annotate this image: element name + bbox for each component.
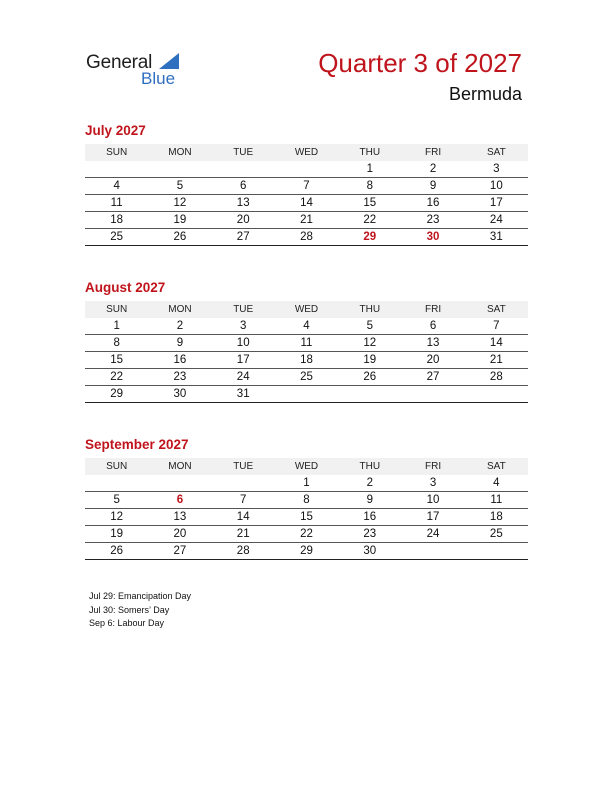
day-cell: 20 xyxy=(236,214,250,226)
day-cell: 19 xyxy=(110,528,124,540)
day-cell: 11 xyxy=(300,337,313,349)
week-row xyxy=(85,369,528,386)
day-cell: 22 xyxy=(110,371,124,383)
day-cell: 28 xyxy=(236,545,250,557)
weekday-label: WED xyxy=(294,304,319,315)
week-row xyxy=(85,212,528,229)
week-row xyxy=(85,178,528,195)
week-row xyxy=(85,526,528,543)
week-row xyxy=(85,352,528,369)
day-cell: 30 xyxy=(173,388,187,400)
day-cell: 23 xyxy=(173,371,187,383)
day-cell: 17 xyxy=(236,354,250,366)
weekday-label: SUN xyxy=(106,461,128,472)
weekday-label: THU xyxy=(359,304,381,315)
day-cell: 22 xyxy=(363,214,377,226)
month-weeks xyxy=(85,161,528,246)
day-cell: 27 xyxy=(426,371,440,383)
month-weeks xyxy=(85,475,528,560)
day-cell: 13 xyxy=(173,511,187,523)
day-cell: 23 xyxy=(363,528,377,540)
week-row xyxy=(85,543,528,560)
day-cell: 6 xyxy=(429,320,437,332)
logo-general-text: General xyxy=(86,52,153,73)
day-cell: 10 xyxy=(489,180,503,192)
day-cell: 24 xyxy=(236,371,250,383)
week-row xyxy=(85,509,528,526)
day-cell: 29 xyxy=(300,545,313,557)
day-cell: 7 xyxy=(240,494,247,506)
day-cell: 6 xyxy=(240,180,247,192)
day-cell: 18 xyxy=(110,214,124,226)
month-title: August 2027 xyxy=(85,280,166,295)
day-cell: 14 xyxy=(236,511,250,523)
weekday-header-row xyxy=(85,301,528,318)
day-cell: 9 xyxy=(176,337,184,349)
day-cell: 26 xyxy=(110,545,124,557)
day-cell: 4 xyxy=(493,477,500,489)
day-cell: 2 xyxy=(366,477,373,489)
weekday-header-row xyxy=(85,144,528,161)
weekday-label: WED xyxy=(294,461,319,472)
day-cell: 1 xyxy=(113,320,120,332)
week-row xyxy=(85,195,528,212)
holiday-day-cell: 6 xyxy=(176,494,184,506)
day-cell: 3 xyxy=(240,320,247,332)
week-row xyxy=(85,318,528,335)
day-cell: 21 xyxy=(489,354,503,366)
day-cell: 17 xyxy=(489,197,503,209)
day-cell: 24 xyxy=(426,528,440,540)
day-cell: 13 xyxy=(426,337,440,349)
holiday-day-cell: 30 xyxy=(426,231,440,243)
weekday-label: FRI xyxy=(424,461,442,472)
day-cell: 4 xyxy=(113,180,120,192)
weekday-label: WED xyxy=(294,147,319,158)
day-cell: 15 xyxy=(300,511,313,523)
day-cell: 1 xyxy=(366,163,373,175)
logo-blue-text: Blue xyxy=(141,69,176,88)
day-cell: 19 xyxy=(363,354,377,366)
weekday-label: MON xyxy=(168,461,192,472)
day-cell: 20 xyxy=(173,528,187,540)
month-title: September 2027 xyxy=(85,437,189,452)
weekday-label: SUN xyxy=(106,147,128,158)
day-cell: 5 xyxy=(366,320,373,332)
weekday-label: THU xyxy=(359,147,381,158)
day-cell: 16 xyxy=(363,511,377,523)
month-august xyxy=(85,279,528,403)
holiday-note: Jul 30: Somers’ Day xyxy=(89,604,170,615)
country-subtitle: Bermuda xyxy=(448,84,522,104)
day-cell: 11 xyxy=(490,494,503,506)
week-row xyxy=(85,161,528,178)
day-cell: 3 xyxy=(493,163,500,175)
weekday-label: TUE xyxy=(233,147,254,158)
month-title: July 2027 xyxy=(85,123,146,138)
weekday-label: MON xyxy=(168,147,192,158)
day-cell: 9 xyxy=(366,494,373,506)
day-cell: 12 xyxy=(173,197,187,209)
day-cell: 12 xyxy=(110,511,124,523)
day-cell: 5 xyxy=(113,494,120,506)
holiday-note: Sep 6: Labour Day xyxy=(89,618,165,628)
day-cell: 22 xyxy=(300,528,313,540)
day-cell: 14 xyxy=(300,197,313,209)
day-cell: 8 xyxy=(303,494,310,506)
day-cell: 20 xyxy=(426,354,440,366)
month-weeks xyxy=(85,318,528,403)
holiday-note: Jul 29: Emancipation Day xyxy=(89,591,192,601)
day-cell: 11 xyxy=(110,197,123,209)
day-cell: 8 xyxy=(366,180,373,192)
weekday-label: SAT xyxy=(486,461,506,472)
week-row xyxy=(85,335,528,352)
day-cell: 31 xyxy=(489,231,503,243)
day-cell: 14 xyxy=(489,337,503,349)
day-cell: 28 xyxy=(300,231,313,243)
day-cell: 16 xyxy=(426,197,440,209)
day-cell: 24 xyxy=(489,214,503,226)
weekday-header-row xyxy=(85,458,528,475)
week-row xyxy=(85,229,528,246)
day-cell: 21 xyxy=(300,214,313,226)
week-row xyxy=(85,386,528,403)
weekday-label: SAT xyxy=(486,147,506,158)
week-row xyxy=(85,492,528,509)
holiday-day-cell: 29 xyxy=(363,231,377,243)
day-cell: 2 xyxy=(429,163,437,175)
weekday-label: MON xyxy=(168,304,192,315)
month-september xyxy=(85,436,528,560)
day-cell: 8 xyxy=(113,337,120,349)
weekday-label: FRI xyxy=(424,147,442,158)
day-cell: 25 xyxy=(300,371,313,383)
day-cell: 10 xyxy=(236,337,250,349)
day-cell: 7 xyxy=(493,320,500,332)
logo-triangle-icon xyxy=(159,53,179,69)
day-cell: 5 xyxy=(176,180,184,192)
day-cell: 28 xyxy=(489,371,503,383)
general-blue-logo xyxy=(86,50,196,90)
weekday-label: SUN xyxy=(106,304,128,315)
day-cell: 27 xyxy=(236,231,250,243)
day-cell: 9 xyxy=(429,180,437,192)
day-cell: 18 xyxy=(300,354,313,366)
day-cell: 21 xyxy=(236,528,250,540)
day-cell: 16 xyxy=(173,354,187,366)
day-cell: 7 xyxy=(303,180,310,192)
day-cell: 12 xyxy=(363,337,377,349)
day-cell: 18 xyxy=(489,511,503,523)
day-cell: 17 xyxy=(426,511,440,523)
page-title: Quarter 3 of 2027 xyxy=(318,48,522,78)
day-cell: 13 xyxy=(236,197,250,209)
day-cell: 23 xyxy=(426,214,440,226)
month-july xyxy=(85,122,528,246)
day-cell: 3 xyxy=(429,477,437,489)
day-cell: 26 xyxy=(363,371,377,383)
day-cell: 25 xyxy=(110,231,124,243)
day-cell: 29 xyxy=(110,388,124,400)
weekday-label: TUE xyxy=(233,304,254,315)
weekday-label: TUE xyxy=(233,461,254,472)
day-cell: 27 xyxy=(173,545,187,557)
day-cell: 2 xyxy=(176,320,184,332)
day-cell: 19 xyxy=(173,214,187,226)
day-cell: 1 xyxy=(303,477,310,489)
day-cell: 15 xyxy=(110,354,124,366)
day-cell: 25 xyxy=(489,528,503,540)
week-row xyxy=(85,475,528,492)
weekday-label: THU xyxy=(359,461,381,472)
day-cell: 4 xyxy=(303,320,310,332)
weekday-label: SAT xyxy=(486,304,506,315)
day-cell: 26 xyxy=(173,231,187,243)
day-cell: 30 xyxy=(363,545,377,557)
day-cell: 31 xyxy=(236,388,250,400)
day-cell: 10 xyxy=(426,494,440,506)
holiday-notes xyxy=(89,590,191,631)
weekday-label: FRI xyxy=(424,304,442,315)
day-cell: 15 xyxy=(363,197,377,209)
